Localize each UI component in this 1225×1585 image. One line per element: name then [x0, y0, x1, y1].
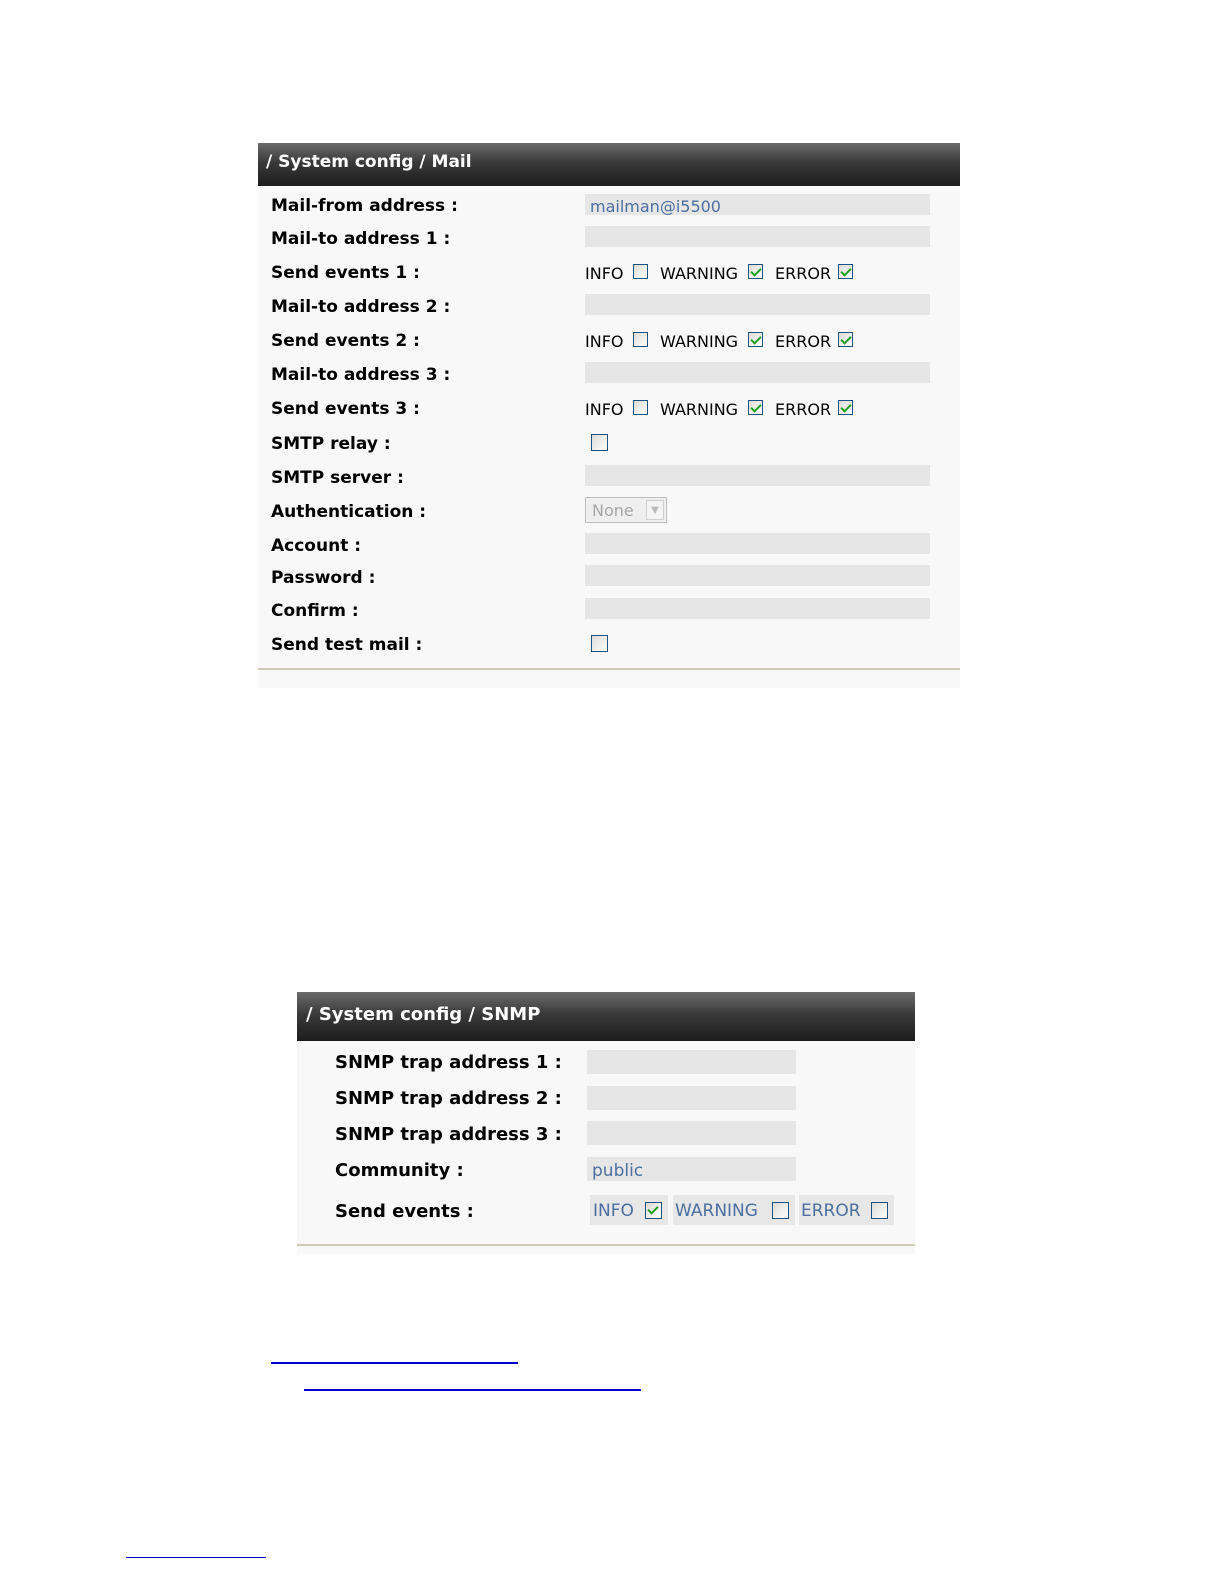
- authentication-select[interactable]: [585, 497, 667, 523]
- smtp-relay-label: SMTP relay :: [271, 434, 391, 454]
- snmp-trap-3-label: SNMP trap address 3 :: [335, 1124, 562, 1145]
- events-2-warning-checkbox[interactable]: [748, 332, 763, 347]
- mail-from-input[interactable]: [585, 194, 930, 215]
- account-input[interactable]: [585, 533, 930, 554]
- send-events-1-label: Send events 1 :: [271, 263, 420, 283]
- events-2-error-label: ERROR: [775, 332, 832, 351]
- events-2-error-checkbox[interactable]: [838, 332, 853, 347]
- mail-to-2-label: Mail-to address 2 :: [271, 297, 451, 317]
- mail-from-label: Mail-from address :: [271, 196, 458, 216]
- snmp-warning-option[interactable]: [673, 1195, 795, 1225]
- mail-to-3-label: Mail-to address 3 :: [271, 365, 451, 385]
- smtp-server-label: SMTP server :: [271, 468, 404, 488]
- mail-panel-header: [258, 143, 960, 186]
- hyperlink-underline-2[interactable]: [304, 1389, 641, 1391]
- events-1-warning-label: WARNING: [660, 264, 739, 283]
- snmp-trap-3-input[interactable]: [587, 1121, 796, 1145]
- snmp-error-label: ERROR: [801, 1201, 861, 1221]
- snmp-warning-checkbox[interactable]: [772, 1202, 789, 1219]
- mail-panel-title: / System config / Mail: [266, 152, 472, 172]
- snmp-trap-1-input[interactable]: [587, 1050, 796, 1074]
- confirm-input[interactable]: [585, 598, 930, 619]
- authentication-selected-value: None: [592, 501, 634, 520]
- send-test-mail-label: Send test mail :: [271, 635, 423, 655]
- send-events-3-label: Send events 3 :: [271, 399, 420, 419]
- snmp-error-checkbox[interactable]: [871, 1202, 888, 1219]
- snmp-warning-label: WARNING: [675, 1201, 758, 1221]
- events-1-warning-checkbox[interactable]: [748, 264, 763, 279]
- send-events-2-label: Send events 2 :: [271, 331, 420, 351]
- events-3-error-checkbox[interactable]: [838, 400, 853, 415]
- confirm-label: Confirm :: [271, 601, 359, 621]
- snmp-panel-title: / System config / SNMP: [306, 1004, 541, 1025]
- mail-to-1-input[interactable]: [585, 226, 930, 247]
- snmp-info-option[interactable]: [590, 1195, 668, 1225]
- community-value: public: [592, 1161, 644, 1181]
- send-test-mail-checkbox[interactable]: [591, 635, 608, 652]
- events-2-info-checkbox[interactable]: [633, 332, 648, 347]
- events-3-info-label: INFO: [585, 400, 624, 419]
- snmp-error-option[interactable]: [799, 1195, 894, 1225]
- account-label: Account :: [271, 536, 362, 556]
- events-1-info-label: INFO: [585, 264, 624, 283]
- events-3-warning-checkbox[interactable]: [748, 400, 763, 415]
- snmp-panel-bottom-rule: [297, 1244, 915, 1246]
- mail-panel-bottom-rule: [258, 668, 960, 670]
- snmp-info-label: INFO: [593, 1201, 634, 1221]
- smtp-relay-checkbox[interactable]: [591, 434, 608, 451]
- chevron-down-icon[interactable]: ▼: [646, 500, 664, 520]
- footnote-separator: [126, 1557, 266, 1558]
- events-3-warning-label: WARNING: [660, 400, 739, 419]
- password-input[interactable]: [585, 565, 930, 586]
- password-label: Password :: [271, 568, 376, 588]
- events-2-info-label: INFO: [585, 332, 624, 351]
- snmp-trap-1-label: SNMP trap address 1 :: [335, 1052, 562, 1073]
- community-label: Community :: [335, 1160, 464, 1181]
- mail-to-3-input[interactable]: [585, 362, 930, 383]
- authentication-label: Authentication :: [271, 502, 427, 522]
- events-1-error-label: ERROR: [775, 264, 832, 283]
- community-input[interactable]: [587, 1157, 796, 1181]
- events-3-info-checkbox[interactable]: [633, 400, 648, 415]
- events-1-info-checkbox[interactable]: [633, 264, 648, 279]
- snmp-trap-2-label: SNMP trap address 2 :: [335, 1088, 562, 1109]
- smtp-server-input[interactable]: [585, 465, 930, 486]
- snmp-trap-2-input[interactable]: [587, 1086, 796, 1110]
- mail-config-panel: [258, 143, 960, 688]
- mail-to-2-input[interactable]: [585, 294, 930, 315]
- events-2-warning-label: WARNING: [660, 332, 739, 351]
- snmp-panel-header: [297, 992, 915, 1041]
- snmp-info-checkbox[interactable]: [645, 1202, 662, 1219]
- hyperlink-underline-1[interactable]: [271, 1362, 518, 1364]
- events-3-error-label: ERROR: [775, 400, 832, 419]
- mail-from-value: mailman@i5500: [590, 197, 721, 216]
- snmp-config-panel: [297, 992, 915, 1254]
- events-1-error-checkbox[interactable]: [838, 264, 853, 279]
- mail-to-1-label: Mail-to address 1 :: [271, 229, 451, 249]
- snmp-send-events-label: Send events :: [335, 1201, 474, 1222]
